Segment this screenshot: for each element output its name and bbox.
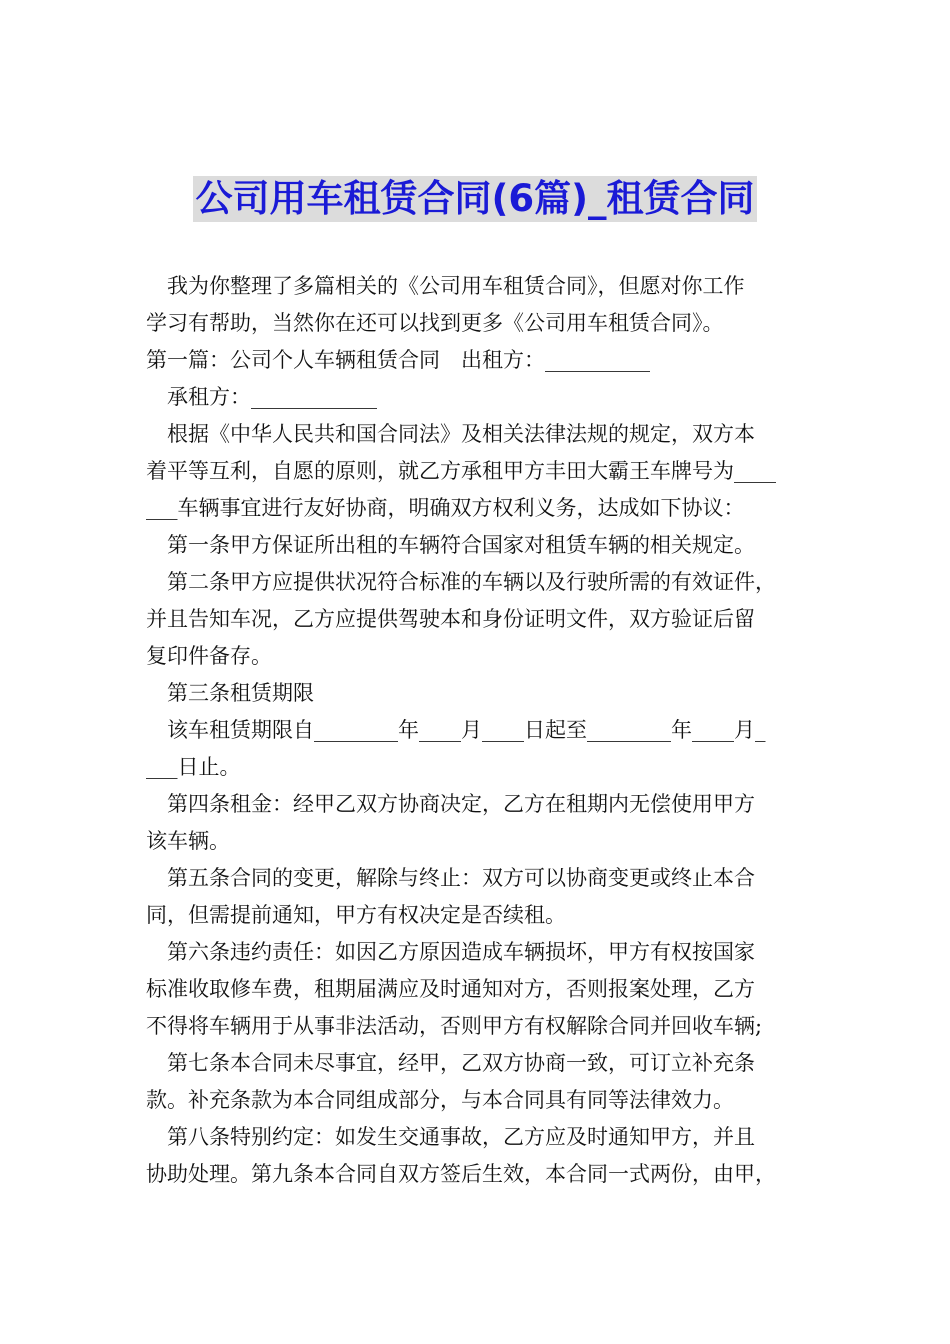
title-container — [0, 176, 950, 222]
text-line: 第六条违约责任：如因乙方原因造成车辆损坏，甲方有权按国家 — [167, 940, 755, 964]
text-line: 第八条特别约定：如发生交通事故，乙方应及时通知甲方，并且 — [167, 1125, 755, 1149]
text-line: 该车辆。 — [146, 829, 230, 853]
text-line: 第四条租金：经甲乙双方协商决定，乙方在租期内无偿使用甲方 — [167, 792, 755, 816]
document-body — [146, 268, 818, 1193]
text-line: 第一篇：公司个人车辆租赁合同 出租方：__________ — [146, 348, 650, 372]
text-line: 第二条甲方应提供状况符合标准的车辆以及行驶所需的有效证件， — [167, 570, 776, 594]
text-line: ___车辆事宜进行友好协商，明确双方权利义务，达成如下协议： — [146, 496, 745, 520]
text-line: 同，但需提前通知，甲方有权决定是否续租。 — [146, 903, 566, 927]
text-line: 标准收取修车费，租期届满应及时通知对方，否则报案处理，乙方 — [146, 977, 755, 1001]
text-line: 复印件备存。 — [146, 644, 272, 668]
text-line: 不得将车辆用于从事非法活动，否则甲方有权解除合同并回收车辆; — [146, 1014, 763, 1038]
text-line: 第七条本合同未尽事宜，经甲，乙双方协商一致，可订立补充条 — [167, 1051, 755, 1075]
document-title: 公司用车租赁合同(6篇)_租赁合同 — [195, 177, 755, 220]
text-line: 该车租赁期限自________年____月____日起至________年____月_ — [167, 718, 766, 742]
text-line: 第五条合同的变更，解除与终止：双方可以协商变更或终止本合 — [167, 866, 755, 890]
text-line: 并且告知车况，乙方应提供驾驶本和身份证明文件，双方验证后留 — [146, 607, 755, 631]
text-line: 我为你整理了多篇相关的《公司用车租赁合同》，但愿对你工作 — [167, 274, 745, 298]
text-line: 承租方：____________ — [167, 385, 377, 409]
text-line: 学习有帮助，当然你在还可以找到更多《公司用车租赁合同》。 — [146, 311, 724, 335]
text-line: 根据《中华人民共和国合同法》及相关法律法规的规定，双方本 — [167, 422, 755, 446]
text-line: 着平等互利，自愿的原则，就乙方承租甲方丰田大霸王车牌号为____ — [146, 459, 776, 483]
text-line: 第三条租赁期限 — [167, 681, 314, 705]
text-line: 款。补充条款为本合同组成部分，与本合同具有同等法律效力。 — [146, 1088, 734, 1112]
text-line: ___日止。 — [146, 755, 241, 779]
text-line: 第一条甲方保证所出租的车辆符合国家对租赁车辆的相关规定。 — [167, 533, 755, 557]
text-line: 协助处理。第九条本合同自双方签后生效，本合同一式两份，由甲， — [146, 1162, 776, 1186]
